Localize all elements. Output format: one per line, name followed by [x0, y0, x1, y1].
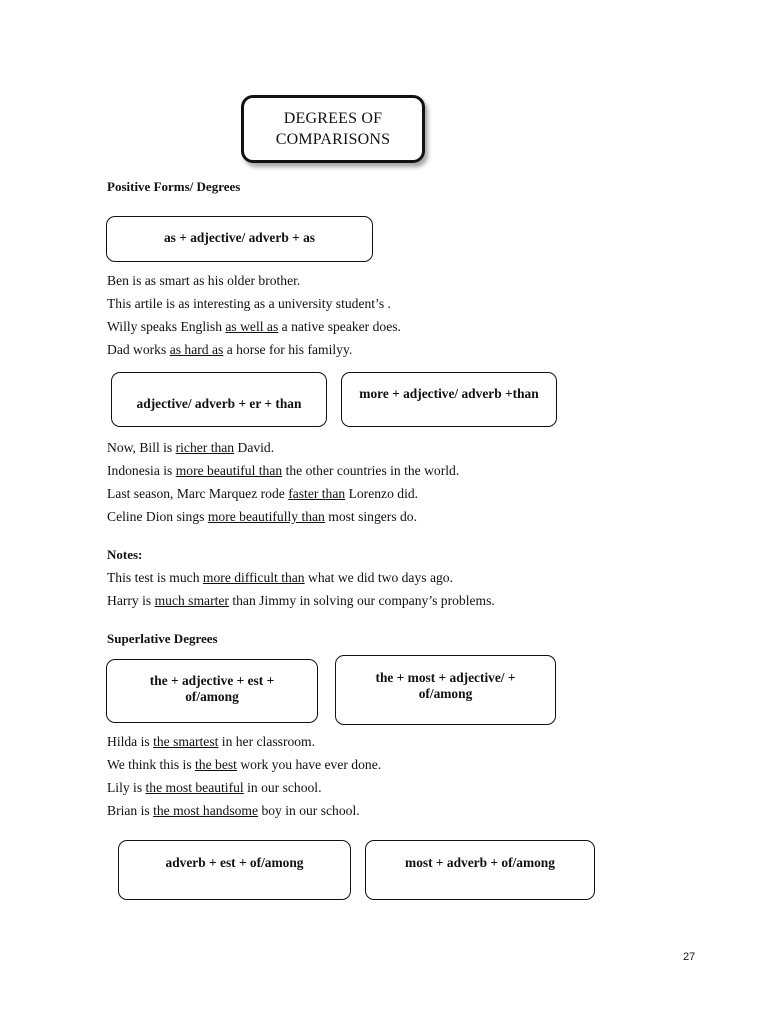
title-line-1: DEGREES OF — [283, 110, 383, 127]
example-line: Now, Bill is richer than David. — [107, 440, 275, 455]
example-line: Lily is the most beautiful in our school. — [107, 780, 322, 795]
example-line: Willy speaks English as well as a native speaker does. — [107, 319, 401, 334]
notes-heading: Notes: — [107, 547, 143, 562]
formula-box-adverb-most — [365, 840, 595, 900]
formula-box-positive — [106, 216, 373, 262]
formula-text: as + adjective/ adverb + as — [163, 230, 315, 245]
example-line: Last season, Marc Marquez rode faster than Lorenzo did. — [107, 486, 419, 501]
example-line: Hilda is the smartest in her classroom. — [107, 734, 316, 749]
example-line: Celine Dion sings more beautifully than most singers do. — [107, 509, 417, 524]
example-line: Harry is much smarter than Jimmy in solving our company’s problems. — [107, 593, 495, 608]
example-line: This test is much more difficult than what we did two days ago. — [107, 570, 453, 585]
page-title — [241, 95, 425, 163]
formula-text: adverb + est + of/among — [165, 855, 304, 870]
formula-box-adverb-est — [118, 840, 351, 900]
example-line: Dad works as hard as a horse for his familyy. — [107, 342, 353, 357]
formula-text: the + adjective + est + of/among — [149, 673, 275, 704]
example-line: Ben is as smart as his older brother. — [107, 273, 301, 288]
example-line: Indonesia is more beautiful than the other countries in the world. — [107, 463, 460, 478]
superlative-heading: Superlative Degrees — [107, 631, 218, 646]
formula-box-superlative-most — [335, 655, 556, 725]
formula-text: adjective/ adverb + er + than — [136, 396, 302, 411]
page-number: 27 — [683, 951, 696, 963]
example-line: Brian is the most handsome boy in our school. — [107, 803, 360, 818]
formula-text: the + most + adjective/ + of/among — [375, 670, 516, 701]
formula-box-comparative-more — [341, 372, 557, 427]
formula-box-comparative-er — [111, 372, 327, 427]
formula-text: more + adjective/ adverb +than — [359, 386, 539, 401]
formula-box-superlative-est — [106, 659, 318, 723]
positive-heading: Positive Forms/ Degrees — [107, 179, 241, 194]
formula-text: most + adverb + of/among — [405, 855, 555, 870]
example-line: This artile is as interesting as a university student’s . — [107, 296, 391, 311]
example-line: We think this is the best work you have ever done. — [107, 757, 382, 772]
title-line-2: COMPARISONS — [275, 131, 391, 148]
